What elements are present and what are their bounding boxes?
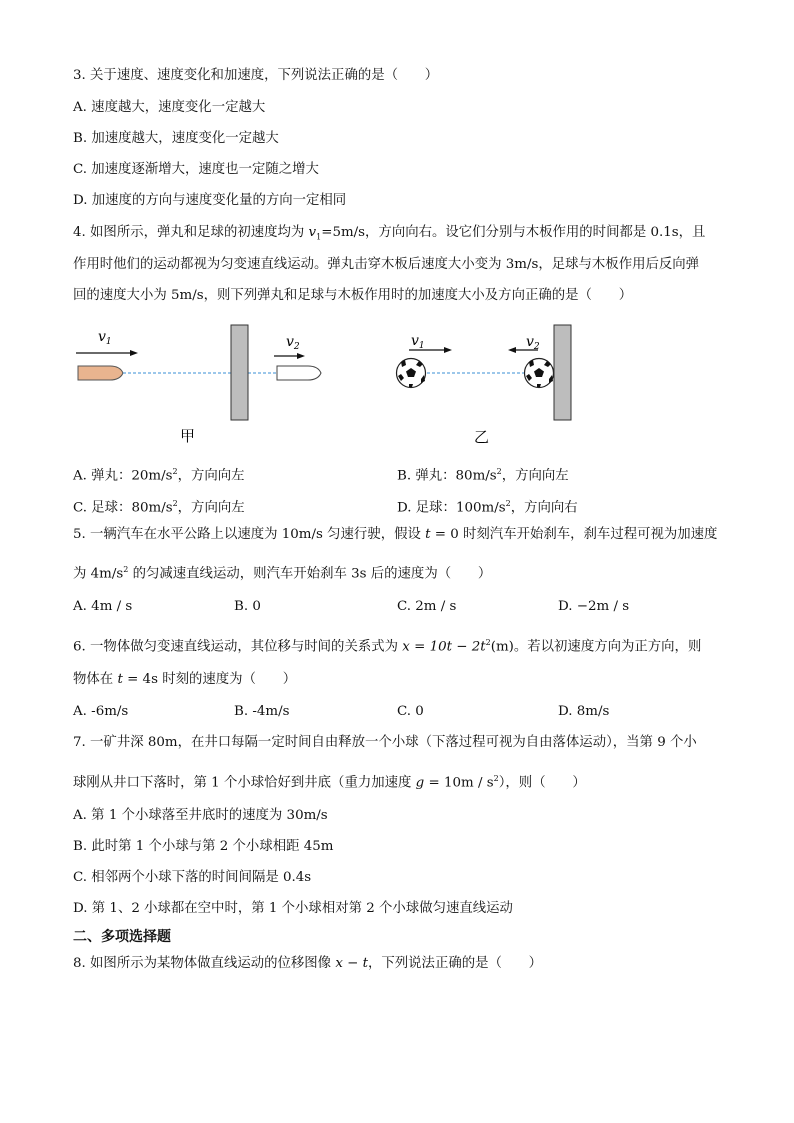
q5-stem-line1: 5. 一辆汽车在水平公路上以速度为 10m/s 匀速行驶，假设 t = 0 时刻汽车开始刹车，刹车过程可视为加速度 xyxy=(73,527,718,542)
q3-option-c: C. 加速度逐渐增大，速度也一定随之增大 xyxy=(73,162,319,177)
q3-option-d: D. 加速度的方向与速度变化量的方向一定相同 xyxy=(73,193,347,208)
q5-option-a: A. 4m / s xyxy=(73,599,133,614)
q3-option-a: A. 速度越大，速度变化一定越大 xyxy=(73,100,266,115)
q6-formula: x = 10t − 2t xyxy=(402,639,486,655)
q6-option-b: B. -4m/s xyxy=(234,704,290,719)
q3-stem: 3. 关于速度、速度变化和加速度，下列说法正确的是（ ） xyxy=(73,68,439,83)
bullet-after-icon xyxy=(277,366,321,380)
q6-option-c: C. 0 xyxy=(397,704,424,719)
q4-option-a: A. 弹丸：$20m/s^2$，方向向左 xyxy=(73,467,245,484)
figure-label-jia: 甲 xyxy=(180,427,196,445)
q4-option-b: B. 弹丸：$80m/s^2$，方向向左 xyxy=(397,467,569,484)
wooden-board-left xyxy=(231,325,248,420)
q6-option-d: D. 8m/s xyxy=(558,704,610,719)
football-after-icon xyxy=(525,359,554,388)
q7-stem-line1: 7. 一矿井深 80m，在井口每隔一定时间自由释放一个小球（下落过程可视为自由落体运动），当第 9 个小 xyxy=(73,735,697,750)
q8-stem: 8. 如图所示为某物体做直线运动的位移图像 x − t，下列说法正确的是（ ） xyxy=(73,956,543,971)
q4-stem-line1: 4. 如图所示，弹丸和足球的初速度均为 $v_1=5m/s$，方向向右。设它们分别与木板作用的时间都是 0.1s，且 xyxy=(73,225,706,242)
q6-stem-line2: 物体在 t = 4s 时刻的速度为（ ） xyxy=(73,672,297,687)
v2-label-right: $v_2$ xyxy=(526,334,540,352)
q4-option-c: C. 足球：$80m/s^2$，方向向左 xyxy=(73,499,245,516)
q7-option-c: C. 相邻两个小球下落的时间间隔是 0.4s xyxy=(73,870,312,885)
q4-stem-line3: 回的速度大小为 5m/s，则下列弹丸和足球与木板作用时的加速度大小及方向正确的是（ ） xyxy=(73,288,633,303)
v1-label-right: $v_1$ xyxy=(411,333,425,351)
q6-stem-line1: 6. 一物体做匀变速直线运动，其位移与时间的关系式为 $x = 10t - 2t^2(m)$。若以初速度方向为正方向，则 xyxy=(73,638,702,655)
figure-football-scene xyxy=(397,325,572,446)
q4-option-d: D. 足球：$100m/s^2$，方向向右 xyxy=(397,499,578,516)
bullet-before-icon xyxy=(78,366,123,380)
v2-label-left: $v_2$ xyxy=(286,334,300,352)
q5-option-b: B. 0 xyxy=(234,599,261,614)
q6-option-a: A. -6m/s xyxy=(73,704,129,719)
wooden-board-right xyxy=(554,325,571,420)
football-before-icon xyxy=(397,359,426,388)
q7-option-d: D. 第 1、2 小球都在空中时，第 1 个小球相对第 2 个小球做匀速直线运动 xyxy=(73,901,513,916)
q4-figure xyxy=(0,315,794,450)
v1-label-left: $v_1$ xyxy=(98,329,112,347)
q5-stem-line2: 为 $4m/s^2$ 的匀减速直线运动，则汽车开始刹车 3s 后的速度为（ ） xyxy=(73,565,492,582)
q5-option-d: D. −2m / s xyxy=(558,599,630,614)
q7-stem-line2: 球刚从井口下落时，第 1 个小球恰好到井底（重力加速度 $g = 10m / s^2$），则（ ） xyxy=(73,774,586,791)
section-heading: 二、多项选择题 xyxy=(73,929,171,945)
q3-option-b: B. 加速度越大，速度变化一定越大 xyxy=(73,131,279,146)
q7-option-b: B. 此时第 1 个小球与第 2 个小球相距 45m xyxy=(73,839,334,854)
figure-bullet-scene xyxy=(76,325,321,445)
q7-option-a: A. 第 1 个小球落至井底时的速度为 30m/s xyxy=(73,808,328,823)
q5-option-c: C. 2m / s xyxy=(397,599,457,614)
figure-label-yi: 乙 xyxy=(474,428,490,446)
q4-stem-line2: 作用时他们的运动都视为匀变速直线运动。弹丸击穿木板后速度大小变为 3m/s，足球与木板作用后反向弹 xyxy=(73,257,700,272)
